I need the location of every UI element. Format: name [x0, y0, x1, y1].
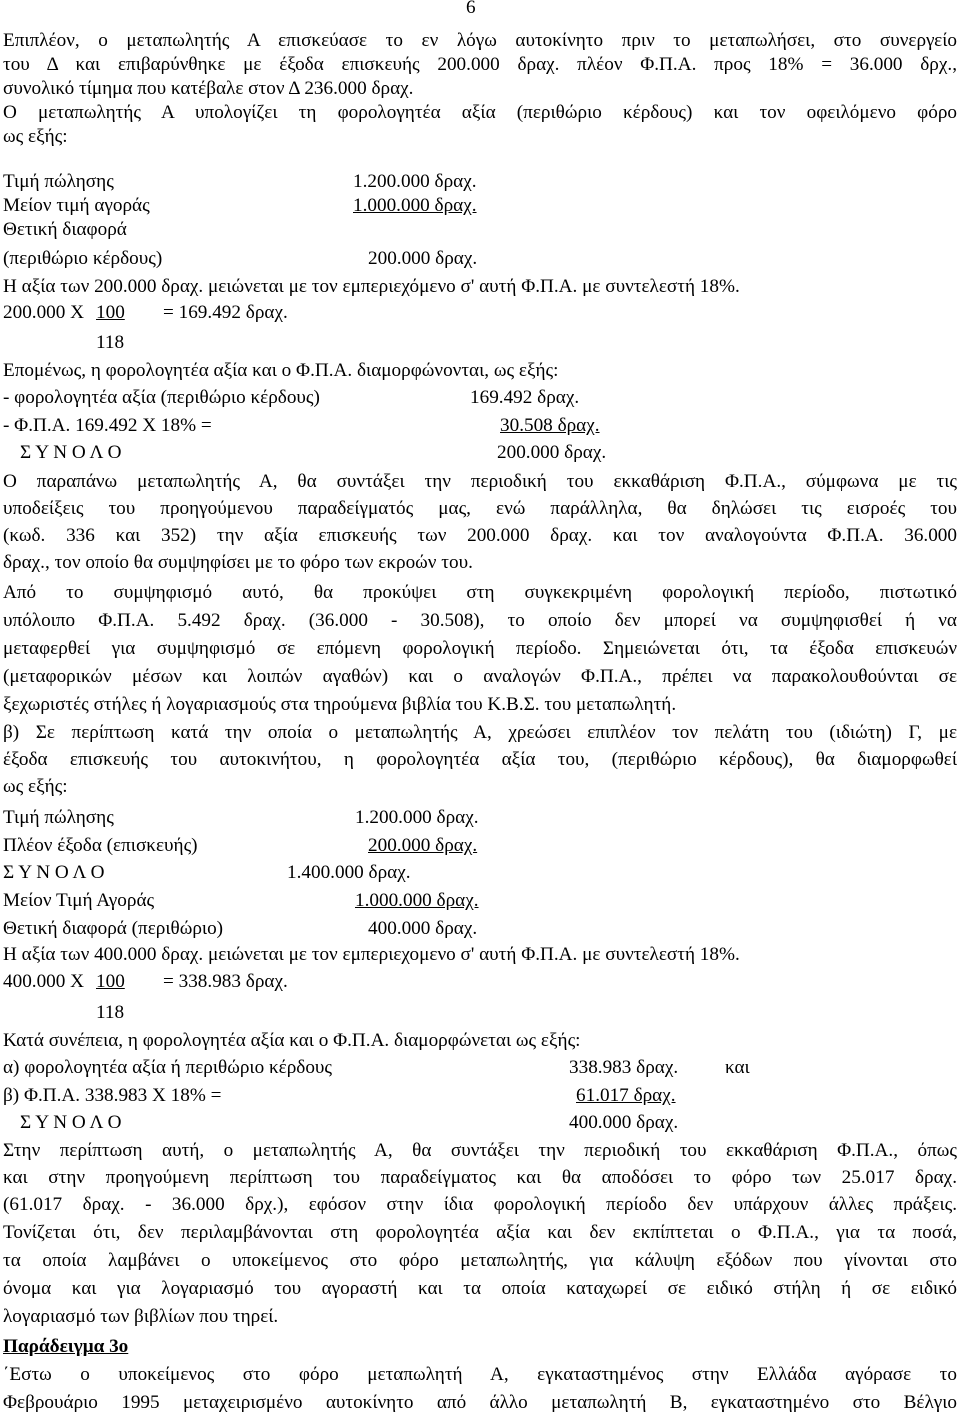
paragraph-line: ΄Εστω ο υποκείμενος στο φόρο μεταπωλητή Α, εγκαταστημένος στην Ελλάδα αγόρασε το	[3, 1364, 957, 1385]
paragraph-line: Από το συμψηφισμό αυτό, θα προκύψει στη συγκεκριμένη φορολογική περίοδο, πιστωτικό	[3, 582, 957, 603]
paragraph-line: λογαριασμό των βιβλίων που τηρεί.	[3, 1306, 279, 1327]
paragraph-line: ως εξής:	[3, 126, 68, 147]
page-number: 6	[466, 0, 476, 18]
paragraph-line: β) Σε περίπτωση κατά την οποία ο μεταπωλητής Α, χρεώσει επιπλέον τον πελάτη του (ιδιώτη) Γ, με	[3, 722, 957, 743]
row-label: β) Φ.Π.Α. 338.983 Χ 18% =	[3, 1085, 222, 1106]
paragraph-line: μεταφερθεί για συμψηφισμό σε επόμενη φορολογική περίοδο. Σημειώνεται ότι, τα έξοδα επισκευών	[3, 638, 957, 659]
row-value: 200.000 δραχ.	[368, 835, 478, 856]
row-label: - Φ.Π.Α. 169.492 Χ 18% =	[3, 415, 212, 436]
row-label: - φορολογητέα αξία (περιθώριο κέρδους)	[3, 387, 320, 408]
paragraph-line: (μεταφορικών μέσων και λοιπών αγαθών) και ο αναλογών Φ.Π.Α., πρέπει να παρακολουθούνται σε	[3, 666, 957, 687]
row-value: 400.000 δραχ.	[569, 1112, 679, 1133]
paragraph-line: τα οποία λαμβάνει ο υποκείμενος στο φόρο μεταπωλητής, για κάλυψη εξόδων που γίνονται στο	[3, 1250, 957, 1271]
paragraph-line: υπόλοιπο Φ.Π.Α. 5.492 δραχ. (36.000 - 30.508), το οποίο δεν μπορεί να συμψηφισθεί ή να	[3, 610, 957, 631]
row-value: 1.000.000 δραχ.	[353, 195, 477, 216]
row-label: Θετική διαφορά (περιθώριο)	[3, 918, 224, 939]
row-value: 1.200.000 δραχ.	[353, 171, 477, 192]
row-label: Σ Υ Ν Ο Λ Ο	[20, 442, 122, 463]
row-value: 1.200.000 δραχ.	[355, 807, 479, 828]
vat-line: Η αξία των 200.000 δραχ. μειώνεται με τον εμπεριεχόμενο σ' αυτή Φ.Π.Α. με συντελεστή 18%.	[3, 276, 740, 297]
row-label: Σ Υ Ν Ο Λ Ο	[20, 1112, 122, 1133]
row-label: Μείον τιμή αγοράς	[3, 195, 150, 216]
formula-numerator: 100	[96, 302, 125, 323]
paragraph-line: Επομένως, η φορολογητέα αξία και ο Φ.Π.Α. διαμορφώνονται, ως εξής:	[3, 360, 559, 381]
row-label: Μείον Τιμή Αγοράς	[3, 890, 155, 911]
paragraph-line: συνολικό τίμημα που κατέβαλε στον Δ 236.000 δραχ.	[3, 78, 414, 99]
row-label: Τιμή πώλησης	[3, 807, 114, 828]
paragraph-line: Στην περίπτωση αυτή, ο μεταπωλητής Α, θα συντάξει την περιοδική του εκκαθάριση Φ.Π.Α., όπως	[3, 1140, 957, 1161]
row-value: 200.000 δραχ.	[368, 248, 478, 269]
row-value: 1.000.000 δραχ.	[355, 890, 479, 911]
paragraph-line: και στην προηγούμενη περίπτωση του παραδείγματος και θα αποδόσει το φόρο των 25.017 δραχ.	[3, 1167, 957, 1188]
row-value: 169.492 δραχ.	[470, 387, 580, 408]
paragraph-line: Επιπλέον, ο μεταπωλητής Α επισκεύασε το εν λόγω αυτοκίνητο πριν το μεταπωλήσει, στο συνεργείο	[3, 30, 957, 51]
paragraph-line: έξοδα επισκευής του αυτοκινήτου, η φορολογητέα αξία του, (περιθώριο κέρδους), θα διαμορφωθεί	[3, 749, 957, 770]
row-label: Τιμή πώλησης	[3, 171, 114, 192]
formula-right: = 338.983 δραχ.	[163, 971, 288, 992]
paragraph-line: Φεβρουάριο 1995 μεταχειρισμένο αυτοκίνητο από άλλο μεταπωλητή Β, εγκαταστημένο στο Βέλγιο	[3, 1392, 957, 1413]
paragraph-line: όνομα και για λογαριασμό του αγοραστή και τα οποία καταχωρεί σε ειδικό στήλη ή σε ειδικό	[3, 1278, 957, 1299]
paragraph-line: Τονίζεται ότι, δεν περιλαμβάνονται στη φορολογητέα αξία και δεν εκπίπτεται ο Φ.Π.Α., για τα ποσά,	[3, 1222, 957, 1243]
row-value: 1.400.000 δραχ.	[287, 862, 411, 883]
formula-numerator: 100	[96, 971, 125, 992]
formula-left: 200.000 Χ	[3, 302, 85, 323]
formula-denominator: 118	[96, 332, 125, 353]
paragraph-line: του Δ και επιβαρύνθηκε με έξοδα επισκευής 200.000 δραχ. πλέον Φ.Π.Α. προς 18% = 36.000 δρχ.,	[3, 54, 957, 75]
paragraph-line: Ο παραπάνω μεταπωλητής Α, θα συντάξει την περιοδική του εκκαθάριση Φ.Π.Α., σύμφωνα με τις	[3, 471, 957, 492]
row-label: Θετική διαφορά	[3, 219, 127, 240]
row-value: 61.017 δραχ.	[576, 1085, 676, 1106]
paragraph-line: (κωδ. 336 και 352) την αξία επισκευής των 200.000 δραχ. και τον αναλογούντα Φ.Π.Α. 36.000	[3, 525, 957, 546]
vat-line: Η αξία των 400.000 δραχ. μειώνεται με τον εμπεριεχομενο σ' αυτή Φ.Π.Α. με συντελεστή 18%.	[3, 944, 740, 965]
paragraph-line: υποδείξεις του προηγούμενου παραδείγματός μας, ενώ παράλληλα, θα δηλώσει τις εισροές του	[3, 498, 957, 519]
row-label: (περιθώριο κέρδους)	[3, 248, 163, 269]
row-label: Σ Υ Ν Ο Λ Ο	[3, 862, 105, 883]
paragraph-line: δραχ., τον οποίο θα συμψηφίσει με το φόρο των εκροών του.	[3, 552, 473, 573]
formula-denominator: 118	[96, 1002, 125, 1023]
row-value: 338.983 δραχ.	[569, 1057, 679, 1078]
paragraph-line: ξεχωριστές στήλες ή λογαριασμούς στα τηρούμενα βιβλία του Κ.Β.Σ. του μεταπωλητή.	[3, 694, 677, 715]
row-value: 400.000 δραχ.	[368, 918, 478, 939]
row-value: 30.508 δραχ.	[500, 415, 600, 436]
formula-right: = 169.492 δραχ.	[163, 302, 288, 323]
paragraph-line: Κατά συνέπεια, η φορολογητέα αξία και ο Φ.Π.Α. διαμορφώνεται ως εξής:	[3, 1030, 581, 1051]
formula-left: 400.000 Χ	[3, 971, 85, 992]
row-value: 200.000 δραχ.	[497, 442, 607, 463]
paragraph-line: ως εξής:	[3, 776, 68, 797]
section-heading: Παράδειγμα 3ο	[3, 1336, 129, 1357]
row-label: Πλέον έξοδα (επισκευής)	[3, 835, 198, 856]
paragraph-line: (61.017 δραχ. - 36.000 δρχ.), εφόσον στην ίδια φορολογική περίοδο δεν υπάρχουν άλλες πράξεις.	[3, 1194, 957, 1215]
row-label: α) φορολογητέα αξία ή περιθώριο κέρδους	[3, 1057, 333, 1078]
paragraph-line: Ο μεταπωλητής Α υπολογίζει τη φορολογητέα αξία (περιθώριο κέρδους) και τον οφειλόμενο φόρο	[3, 102, 957, 123]
row-note: και	[725, 1057, 750, 1078]
